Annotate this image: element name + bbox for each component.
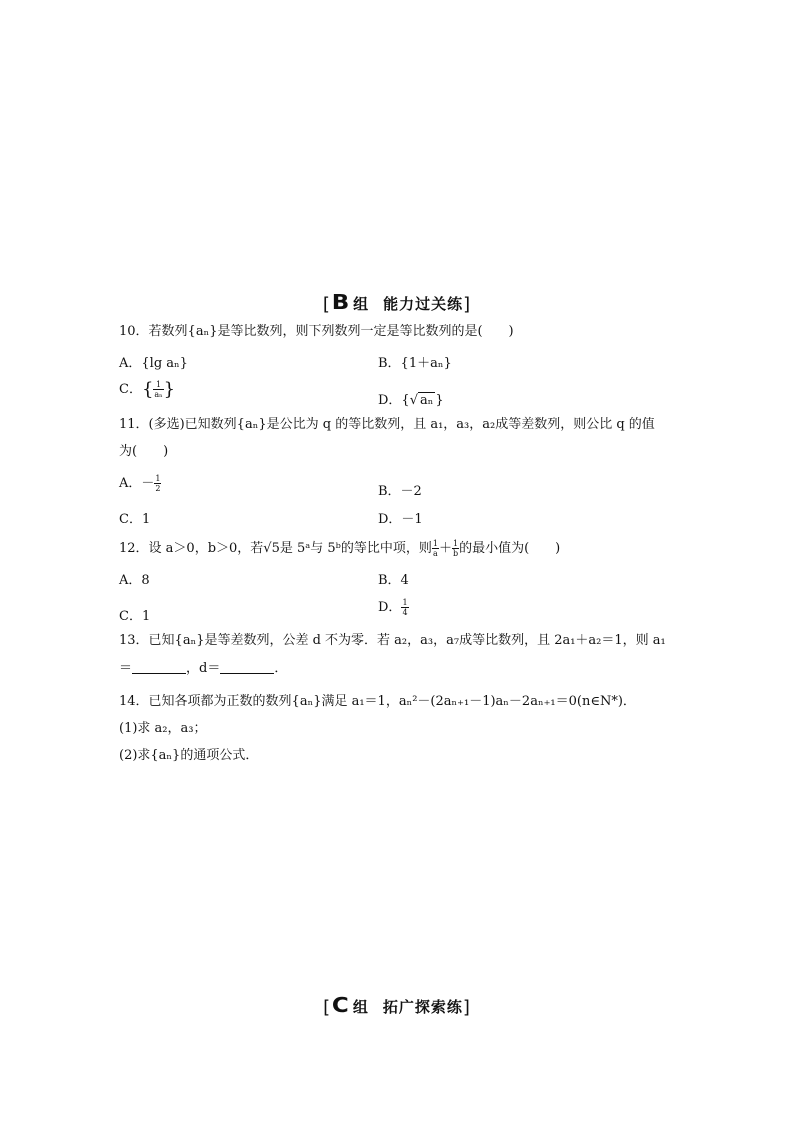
q13-blank-a1[interactable] (132, 661, 186, 674)
q13-line1: 13．已知{aₙ}是等差数列，公差 d 不为零．若 a₂，a₃，a₇成等比数列，且 2a₁＋a₂＝1，则 a₁ (119, 633, 666, 648)
q11-option-d: D．－1 (378, 512, 423, 527)
q10-stem: 10．若数列{aₙ}是等比数列，则下列数列一定是等比数列的是( ) (119, 324, 514, 339)
q11-stem-line1: 11．(多选)已知数列{aₙ}是公比为 q 的等比数列，且 a₁，a₃，a₂成等差数列，则公比 q 的值 (119, 417, 655, 432)
q13-d-label: ，d＝ (186, 661, 221, 676)
section-c-right-bracket: ] (462, 997, 471, 1018)
q12-stem-b: 的最小值为( ) (459, 541, 561, 556)
q11-stem-line2: 为( ) (119, 444, 169, 459)
q11-option-a-fraction (154, 474, 161, 493)
q11-option-a-den: 2 (155, 484, 161, 493)
q10-option-c-prefix: C． (119, 382, 142, 397)
q10-option-d-radicand: aₙ (420, 393, 434, 408)
q12-option-d (378, 596, 409, 617)
q13-line2 (119, 660, 287, 678)
q12-option-c: C．1 (119, 609, 151, 624)
section-b-right-bracket: ] (463, 294, 472, 315)
q12-plus: ＋ (438, 541, 452, 556)
q12-option-d-fraction (401, 598, 408, 617)
q12-stem-a: 12．设 a＞0，b＞0，若√5是 5ᵃ与 5ᵇ的等比中项，则 (119, 541, 432, 556)
q12-option-d-den: 4 (402, 608, 408, 617)
q14-stem: 14．已知各项都为正数的数列{aₙ}满足 a₁＝1，aₙ²－(2aₙ₊₁－1)aₙ－2aₙ₊₁＝0(n∈N*)． (119, 694, 636, 709)
q10-option-d-prefix: D．{ (378, 393, 410, 408)
q10-option-d: D．{√ aₙ } (378, 393, 444, 408)
q11-option-a (119, 472, 161, 493)
q12-f1-num: 1 (432, 539, 438, 548)
q11-option-b: B．－2 (378, 484, 422, 499)
section-c-letter: C (331, 993, 351, 1017)
q14-part2: (2)求{aₙ}的通项公式． (119, 748, 259, 763)
q10-option-c: C．{ $\frac{1}{\text{aₙ}}$ } (119, 379, 176, 400)
section-c-left-bracket: [ (323, 997, 332, 1018)
q13-equals: ＝ (119, 661, 133, 676)
q12-option-d-prefix: D． (378, 600, 402, 615)
q12-fraction-1 (432, 539, 439, 558)
q10-option-d-suffix: } (435, 393, 444, 408)
section-b-letter: B (331, 290, 351, 314)
q13-blank-d[interactable] (220, 661, 274, 674)
q10-option-b: B．{1＋aₙ} (378, 356, 452, 371)
q12-f2-num: 1 (453, 539, 459, 548)
section-c-group: 组 (352, 998, 369, 1016)
q11-option-a-num: 1 (155, 474, 161, 483)
q12-option-d-num: 1 (402, 598, 408, 607)
q11-option-c: C．1 (119, 512, 151, 527)
q12-f2-den: b (452, 549, 459, 558)
q12-stem (119, 539, 560, 558)
q12-option-a: A．8 (119, 573, 150, 588)
q10-option-a: A．{lg aₙ} (119, 356, 188, 371)
q10-option-c-num: 1 (153, 380, 163, 390)
q10-option-c-den: aₙ (154, 390, 163, 399)
q12-option-b: B．4 (378, 573, 409, 588)
q14-part1: (1)求 a₂，a₃； (119, 721, 207, 736)
section-b-group: 组 (353, 295, 370, 313)
q13-end: ． (274, 661, 288, 676)
section-b-left-bracket: [ (322, 294, 331, 315)
q12-f1-den: a (433, 549, 438, 558)
q10-option-c-fraction (153, 380, 163, 399)
section-b-title: 能力过关练 (383, 295, 464, 313)
q11-option-a-prefix: A．－ (119, 476, 155, 491)
section-c-title: 拓广探索练 (382, 998, 463, 1016)
section-c-header (0, 993, 794, 1018)
section-b-header (0, 290, 794, 315)
